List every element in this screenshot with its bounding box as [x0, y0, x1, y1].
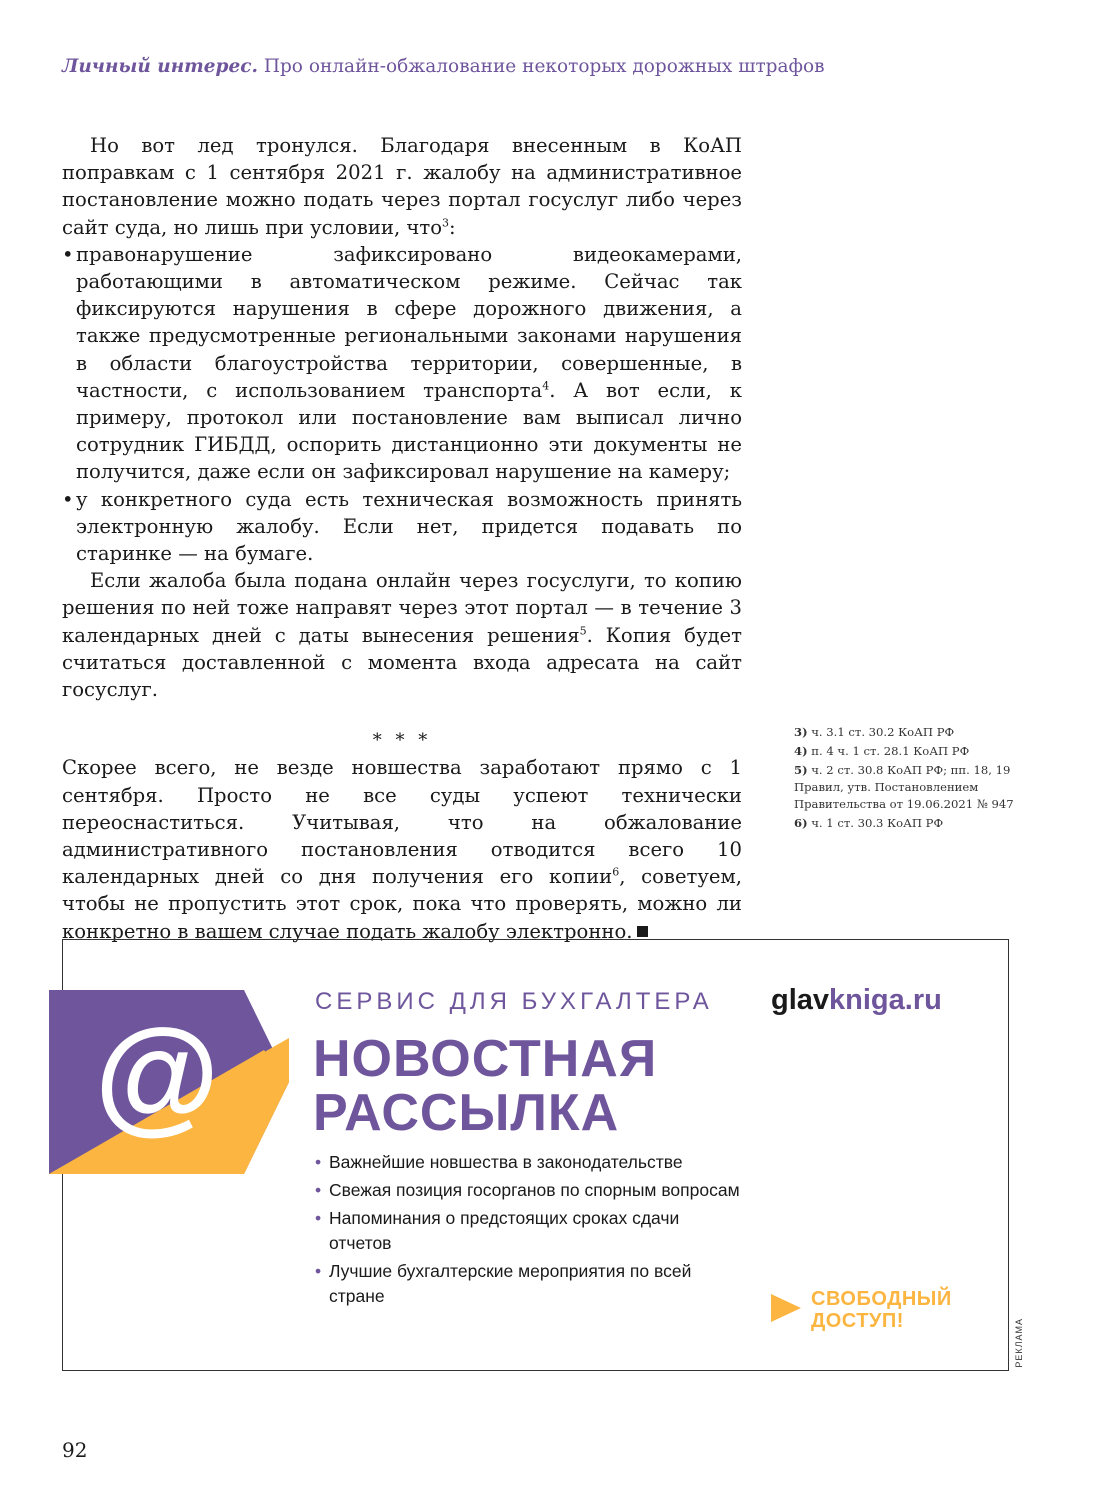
paragraph-2-rest: . Копия будет считаться доставленной с момента входа адресата на сайт госуслуг.: [62, 623, 742, 702]
end-mark: [637, 926, 648, 937]
header-title: Про онлайн-обжалование некоторых дорожных штрафов: [257, 56, 825, 77]
bullet-dot: •: [315, 1180, 322, 1200]
list-item-text: Важнейшие новшества в законодательстве: [329, 1152, 683, 1172]
footnote-ref-3: 3: [442, 216, 450, 230]
play-arrow-icon: [771, 1294, 801, 1322]
site-link[interactable]: [771, 984, 942, 1017]
ad-title-line-2: РАССЫЛКА: [313, 1084, 620, 1142]
footnote-number: 5): [794, 763, 808, 777]
list-item: [315, 1150, 745, 1175]
footnote-text: ч. 1 ст. 30.3 КоАП РФ: [807, 816, 944, 830]
section-separator: * * *: [372, 730, 432, 752]
paragraph-3-rest: , советуем, чтобы не пропустить этот срок, пока что проверять, можно ли конкретно в вашем случае подать жалобу электронно.: [62, 865, 742, 943]
paragraph-3: [62, 754, 742, 944]
footnote: [794, 815, 1024, 832]
list-item-text: правонарушение зафиксировано видеокамерами, работающими в автоматическом режиме. Сейчас так фиксируются нарушения в сфере дорожного движения, а также предусмотренные региональными законами нарушения в области благоустройства территории, совершенные, в частности, с использованием транспорта: [76, 242, 742, 402]
list-item: [62, 241, 742, 486]
site-name-highlight: kniga.ru: [829, 984, 942, 1016]
paragraph-1: [62, 132, 742, 241]
paragraph-2-text: Если жалоба была подана онлайн через госуслуги, то копию решения по ней тоже направят через этот портал — в течение 3 календарных дней с даты вынесения решения: [62, 569, 742, 647]
advertisement-banner[interactable]: [62, 939, 1024, 1371]
list-item-text: у конкретного суда есть техническая возможность принять электронную жалобу. Если нет, придется подавать по старинке — на бумаге.: [76, 487, 742, 566]
bullet-dot: •: [315, 1261, 322, 1281]
cta-line-2: ДОСТУП!: [811, 1310, 904, 1332]
footnote: [794, 724, 1024, 741]
paragraph-2: [62, 567, 742, 703]
bullet-marker: •: [62, 487, 74, 511]
bullet-marker: •: [62, 242, 74, 266]
at-symbol: @: [94, 1003, 220, 1146]
list-item: [315, 1206, 745, 1256]
bullet-dot: •: [315, 1152, 322, 1172]
running-header: [62, 56, 1022, 77]
at-sign-icon: [49, 990, 289, 1174]
list-item-text-rest: . А вот если, к примеру, протокол или постановление вам выписал лично сотрудник ГИБДД, оспорить дистанционно эти документы не получится, даже если он зафиксировал нарушение на камеру;: [76, 378, 742, 484]
cta-line-1: СВОБОДНЫЙ: [811, 1288, 952, 1310]
footnote-ref-4: 4: [542, 379, 550, 393]
list-item: [315, 1178, 745, 1203]
footnote-number: 4): [794, 744, 808, 758]
paragraph-3-text: Скорее всего, не везде новшества заработают прямо с 1 сентября. Просто не все суды успеют технически переоснаститься. Учитывая, что на обжалование административного постановления отводится всего 10 календарных дней со дня получения его копии: [62, 756, 742, 889]
ad-features-list: [315, 1150, 745, 1312]
footnote-number: 6): [794, 816, 808, 830]
paragraph-1-end: :: [449, 215, 456, 239]
paragraph-1-text: Но вот лед тронулся. Благодаря внесенным в КоАП поправкам с 1 сентября 2021 г. жалобу на административное постановление можно подать через портал госуслуг либо через сайт суда, но лишь при условии, что: [62, 134, 742, 239]
site-name-main: glav: [771, 984, 830, 1016]
ad-title: [313, 1032, 657, 1140]
list-item-text: Лучшие бухгалтерские мероприятия по всей стране: [329, 1261, 692, 1306]
footnote-ref-6: 6: [612, 865, 620, 879]
bullet-dot: •: [315, 1208, 322, 1228]
footnote-text: ч. 2 ст. 30.8 КоАП РФ; пп. 18, 19 Правил, утв. Постановлением Правительства от 19.06.2021 № 947: [794, 763, 1014, 811]
list-item: [315, 1259, 745, 1309]
list-item-text: Напоминания о предстоящих сроках сдачи отчетов: [329, 1208, 680, 1253]
list-item-text: Свежая позиция госорганов по спорным вопросам: [329, 1180, 740, 1200]
list-item: [62, 486, 742, 568]
footnote: [794, 762, 1024, 813]
footnote-text: п. 4 ч. 1 ст. 28.1 КоАП РФ: [807, 744, 970, 758]
advertisement-label: РЕКЛАМА: [1014, 1318, 1024, 1368]
conditions-list: [62, 241, 742, 567]
header-section: Личный интерес.: [62, 56, 258, 77]
footnote-text: ч. 3.1 ст. 30.2 КоАП РФ: [807, 725, 955, 739]
footnotes: [794, 724, 1024, 834]
footnote-ref-5: 5: [579, 624, 587, 638]
ad-kicker: СЕРВИС ДЛЯ БУХГАЛТЕРА: [315, 988, 713, 1015]
article-body: [62, 132, 742, 945]
cta-text: [811, 1288, 952, 1332]
ad-title-line-1: НОВОСТНАЯ: [313, 1030, 658, 1088]
page-number: 92: [62, 1438, 88, 1462]
footnote: [794, 743, 1024, 760]
footnote-number: 3): [794, 725, 808, 739]
